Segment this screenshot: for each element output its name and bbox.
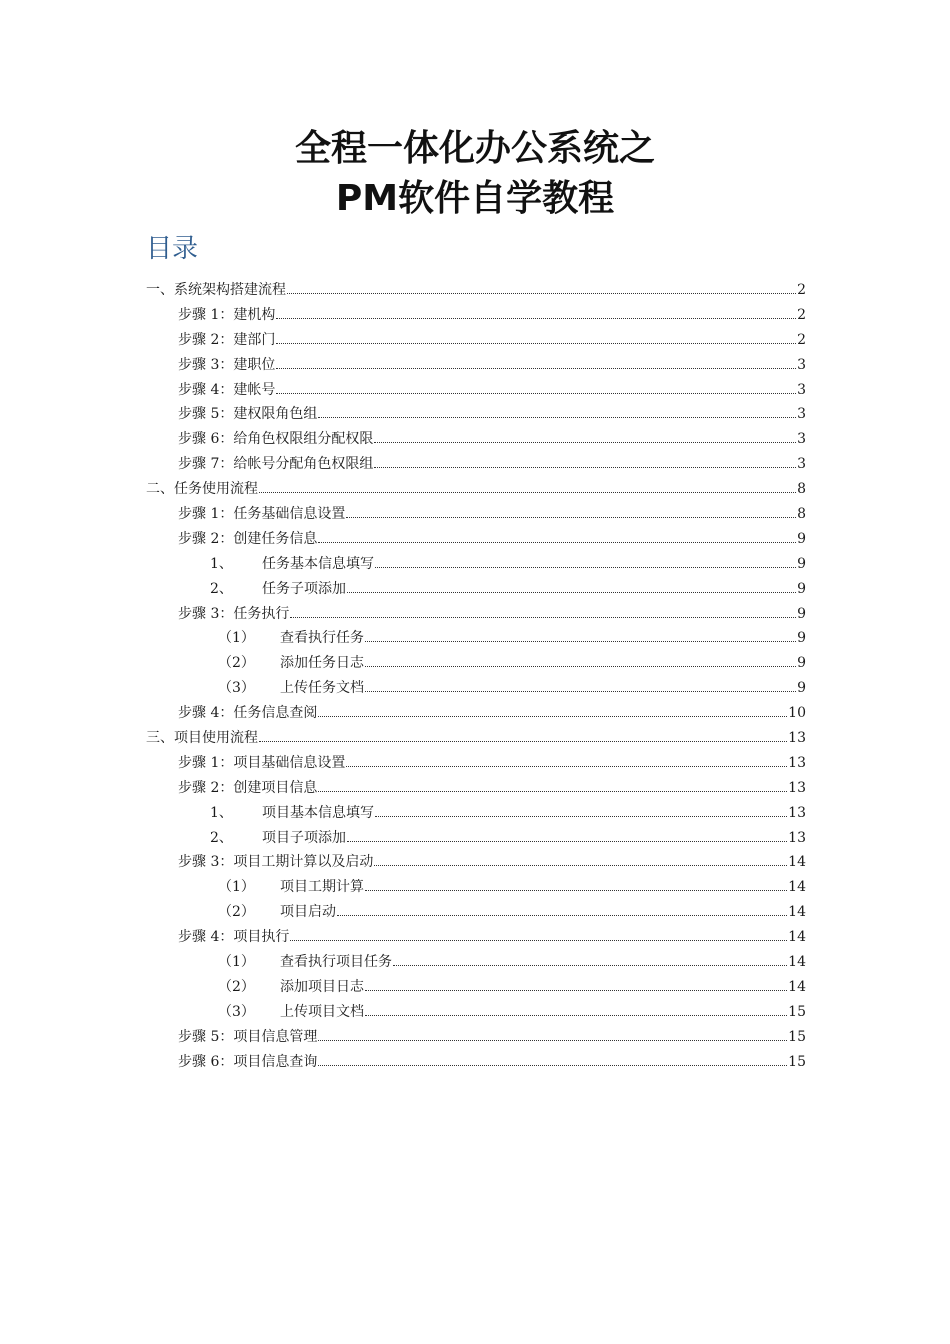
toc-dot-leader xyxy=(318,1040,787,1041)
toc-entry[interactable] xyxy=(178,378,806,403)
toc-dot-leader xyxy=(318,1065,787,1066)
toc-entry-label: 任务子项添加 xyxy=(262,580,346,597)
toc-entry-label: 步骤 4：项目执行 xyxy=(178,929,290,946)
toc-entry-number: （2） xyxy=(218,904,255,921)
toc-entry[interactable] xyxy=(146,726,806,751)
toc-entry-label: 项目启动 xyxy=(280,904,336,921)
toc-entry-text xyxy=(178,527,317,552)
toc-entry-label: 添加任务日志 xyxy=(280,655,364,672)
toc-page-number: 2 xyxy=(797,331,806,348)
toc-page-number: 9 xyxy=(797,605,806,622)
toc-dot-leader xyxy=(337,915,787,916)
toc-entry-text xyxy=(178,1025,317,1050)
toc-entry-label: 项目工期计算 xyxy=(280,879,364,896)
toc-entry-text xyxy=(210,552,374,577)
toc-entry-label: 项目子项添加 xyxy=(262,829,346,846)
toc-entry-text xyxy=(178,701,317,726)
toc-page-number: 9 xyxy=(797,530,806,547)
toc-dot-leader xyxy=(374,865,787,866)
toc-entry[interactable] xyxy=(210,801,806,826)
toc-dot-leader xyxy=(365,666,796,667)
toc-entry-label: 步骤 3：任务执行 xyxy=(178,605,290,622)
toc-page-number: 3 xyxy=(797,431,806,448)
toc-dot-leader xyxy=(259,492,796,493)
toc-entry-label: 步骤 2：建部门 xyxy=(178,331,276,348)
toc-entry[interactable] xyxy=(178,353,806,378)
toc-entry-text xyxy=(146,278,286,303)
toc-entry[interactable] xyxy=(210,651,806,676)
toc-page-number: 9 xyxy=(797,580,806,597)
toc-entry[interactable] xyxy=(210,626,806,651)
toc-entry-text xyxy=(210,975,364,1000)
toc-dot-leader xyxy=(347,592,796,593)
toc-entry[interactable] xyxy=(178,328,806,353)
toc-page-number: 9 xyxy=(797,630,806,647)
table-of-contents xyxy=(146,278,806,1075)
toc-page-number: 14 xyxy=(788,854,806,871)
toc-dot-leader xyxy=(276,343,796,344)
toc-dot-leader xyxy=(290,617,796,618)
toc-entry-number: 2、 xyxy=(210,580,233,597)
toc-entry-label: 查看执行项目任务 xyxy=(280,954,392,971)
toc-entry[interactable] xyxy=(210,826,806,851)
toc-entry-label: 步骤 3：建职位 xyxy=(178,356,276,373)
toc-entry-label: 一、系统架构搭建流程 xyxy=(146,282,286,298)
toc-page-number: 14 xyxy=(788,954,806,971)
toc-page-number: 15 xyxy=(788,1003,806,1020)
toc-entry-label: 步骤 1：建机构 xyxy=(178,306,276,323)
toc-dot-leader xyxy=(375,816,787,817)
toc-dot-leader xyxy=(393,965,787,966)
toc-page-number: 2 xyxy=(797,282,806,298)
toc-entry-text xyxy=(178,402,317,427)
toc-entry[interactable] xyxy=(178,925,806,950)
toc-entry-label: 上传任务文档 xyxy=(280,680,364,697)
toc-entry-number: （2） xyxy=(218,978,255,995)
toc-entry-label: 步骤 2：创建任务信息 xyxy=(178,530,318,547)
toc-entry-text xyxy=(210,1000,364,1025)
toc-entry-number: （1） xyxy=(218,879,255,896)
toc-entry-label: 步骤 4：任务信息查阅 xyxy=(178,705,318,722)
toc-entry-number: 1、 xyxy=(210,555,233,572)
toc-entry[interactable] xyxy=(178,303,806,328)
toc-entry[interactable] xyxy=(210,875,806,900)
toc-entry-number: （1） xyxy=(218,954,255,971)
document-title xyxy=(0,124,950,224)
toc-page-number: 3 xyxy=(797,356,806,373)
toc-page-number: 13 xyxy=(788,754,806,771)
toc-entry-label: 任务基本信息填写 xyxy=(262,555,374,572)
toc-entry[interactable] xyxy=(178,701,806,726)
toc-page-number: 8 xyxy=(797,506,806,523)
toc-dot-leader xyxy=(259,741,787,742)
toc-page-number: 2 xyxy=(797,306,806,323)
toc-dot-leader xyxy=(318,791,787,792)
toc-entry[interactable] xyxy=(178,602,806,627)
toc-dot-leader xyxy=(365,990,787,991)
toc-page-number: 3 xyxy=(797,381,806,398)
toc-dot-leader xyxy=(287,293,796,294)
toc-entry-text xyxy=(178,602,289,627)
toc-entry-text xyxy=(178,303,275,328)
toc-entry[interactable] xyxy=(178,427,806,452)
toc-dot-leader xyxy=(374,442,796,443)
toc-entry[interactable] xyxy=(210,975,806,1000)
toc-page-number: 14 xyxy=(788,904,806,921)
toc-entry-label: 添加项目日志 xyxy=(280,978,364,995)
toc-page-number: 14 xyxy=(788,929,806,946)
toc-dot-leader xyxy=(365,1015,787,1016)
toc-entry-label: 步骤 2：创建项目信息 xyxy=(178,779,318,796)
toc-dot-leader xyxy=(276,368,796,369)
toc-entry[interactable] xyxy=(178,1025,806,1050)
toc-entry-text xyxy=(178,427,373,452)
toc-entry-text xyxy=(210,801,374,826)
toc-page-number: 3 xyxy=(797,456,806,473)
toc-entry[interactable] xyxy=(178,1050,806,1075)
toc-entry-number: （2） xyxy=(218,655,255,672)
toc-entry-text xyxy=(178,1050,317,1075)
toc-entry[interactable] xyxy=(178,402,806,427)
toc-page-number: 15 xyxy=(788,1028,806,1045)
toc-entry-text xyxy=(178,328,275,353)
toc-entry-text xyxy=(178,353,275,378)
toc-entry-label: 查看执行任务 xyxy=(280,630,364,647)
toc-entry-label: 步骤 3：项目工期计算以及启动 xyxy=(178,854,374,871)
toc-entry-label: 步骤 6：项目信息查询 xyxy=(178,1053,318,1070)
toc-entry[interactable] xyxy=(178,452,806,477)
toc-entry-text xyxy=(210,900,336,925)
toc-entry-label: 步骤 1：任务基础信息设置 xyxy=(178,506,346,523)
toc-dot-leader xyxy=(346,517,796,518)
toc-dot-leader xyxy=(290,940,787,941)
toc-entry[interactable] xyxy=(210,950,806,975)
toc-entry-label: 步骤 5：项目信息管理 xyxy=(178,1028,318,1045)
toc-page-number: 14 xyxy=(788,879,806,896)
toc-page-number: 15 xyxy=(788,1053,806,1070)
toc-page-number: 13 xyxy=(788,804,806,821)
toc-entry-label: 步骤 4：建帐号 xyxy=(178,381,276,398)
toc-entry[interactable] xyxy=(178,776,806,801)
toc-entry-number: 1、 xyxy=(210,804,233,821)
toc-entry-number: （3） xyxy=(218,680,255,697)
toc-entry-text xyxy=(210,676,364,701)
toc-entry-text xyxy=(210,626,364,651)
toc-dot-leader xyxy=(375,567,796,568)
toc-entry[interactable] xyxy=(210,577,806,602)
toc-entry-text xyxy=(178,452,373,477)
toc-heading: 目录 xyxy=(146,234,199,264)
toc-entry-text xyxy=(178,378,275,403)
toc-entry-text xyxy=(178,776,317,801)
toc-dot-leader xyxy=(276,318,796,319)
toc-page-number: 14 xyxy=(788,978,806,995)
toc-page-number: 9 xyxy=(797,655,806,672)
toc-entry-number: （1） xyxy=(218,630,255,647)
toc-page-number: 8 xyxy=(797,481,806,498)
toc-entry[interactable] xyxy=(210,676,806,701)
toc-entry-number: （3） xyxy=(218,1003,255,1020)
toc-entry-text xyxy=(210,577,346,602)
toc-dot-leader xyxy=(318,716,787,717)
toc-entry-label: 项目基本信息填写 xyxy=(262,804,374,821)
toc-entry[interactable] xyxy=(210,1000,806,1025)
toc-dot-leader xyxy=(346,766,787,767)
toc-dot-leader xyxy=(318,542,796,543)
toc-page-number: 10 xyxy=(788,705,806,722)
toc-dot-leader xyxy=(318,417,796,418)
toc-entry[interactable] xyxy=(178,751,806,776)
toc-entry-label: 步骤 7：给帐号分配角色权限组 xyxy=(178,456,374,473)
toc-entry-text xyxy=(146,726,258,751)
toc-entry-text xyxy=(146,477,258,502)
toc-entry-text xyxy=(210,651,364,676)
toc-entry-text xyxy=(210,875,364,900)
toc-page-number: 9 xyxy=(797,680,806,697)
toc-entry-text xyxy=(178,850,373,875)
title-line-1: 全程一体化办公系统之 xyxy=(294,128,655,169)
toc-entry[interactable] xyxy=(178,850,806,875)
toc-entry-text xyxy=(178,925,289,950)
toc-entry[interactable] xyxy=(178,527,806,552)
toc-dot-leader xyxy=(347,841,787,842)
toc-entry-label: 步骤 5：建权限角色组 xyxy=(178,406,318,423)
toc-page-number: 3 xyxy=(797,406,806,423)
toc-entry-label: 步骤 6：给角色权限组分配权限 xyxy=(178,431,374,448)
toc-entry-label: 步骤 1：项目基础信息设置 xyxy=(178,754,346,771)
toc-page-number: 9 xyxy=(797,555,806,572)
toc-dot-leader xyxy=(365,641,796,642)
toc-entry-text xyxy=(210,826,346,851)
title-line-2: PM软件自学教程 xyxy=(335,178,615,219)
toc-page-number: 13 xyxy=(788,829,806,846)
toc-page-number: 13 xyxy=(788,779,806,796)
toc-entry-label: 二、任务使用流程 xyxy=(146,481,258,498)
toc-dot-leader xyxy=(374,467,796,468)
toc-entry-text xyxy=(178,751,345,776)
toc-entry[interactable] xyxy=(210,900,806,925)
toc-entry-text xyxy=(178,502,345,527)
toc-entry-label: 三、项目使用流程 xyxy=(146,730,258,747)
toc-entry-number: 2、 xyxy=(210,829,233,846)
toc-entry-text xyxy=(210,950,392,975)
toc-dot-leader xyxy=(365,691,796,692)
toc-entry[interactable] xyxy=(146,278,806,303)
toc-entry[interactable] xyxy=(210,552,806,577)
toc-page-number: 13 xyxy=(788,730,806,747)
toc-dot-leader xyxy=(276,393,796,394)
toc-entry-label: 上传项目文档 xyxy=(280,1003,364,1020)
toc-entry[interactable] xyxy=(178,502,806,527)
toc-entry[interactable] xyxy=(146,477,806,502)
toc-dot-leader xyxy=(365,890,787,891)
